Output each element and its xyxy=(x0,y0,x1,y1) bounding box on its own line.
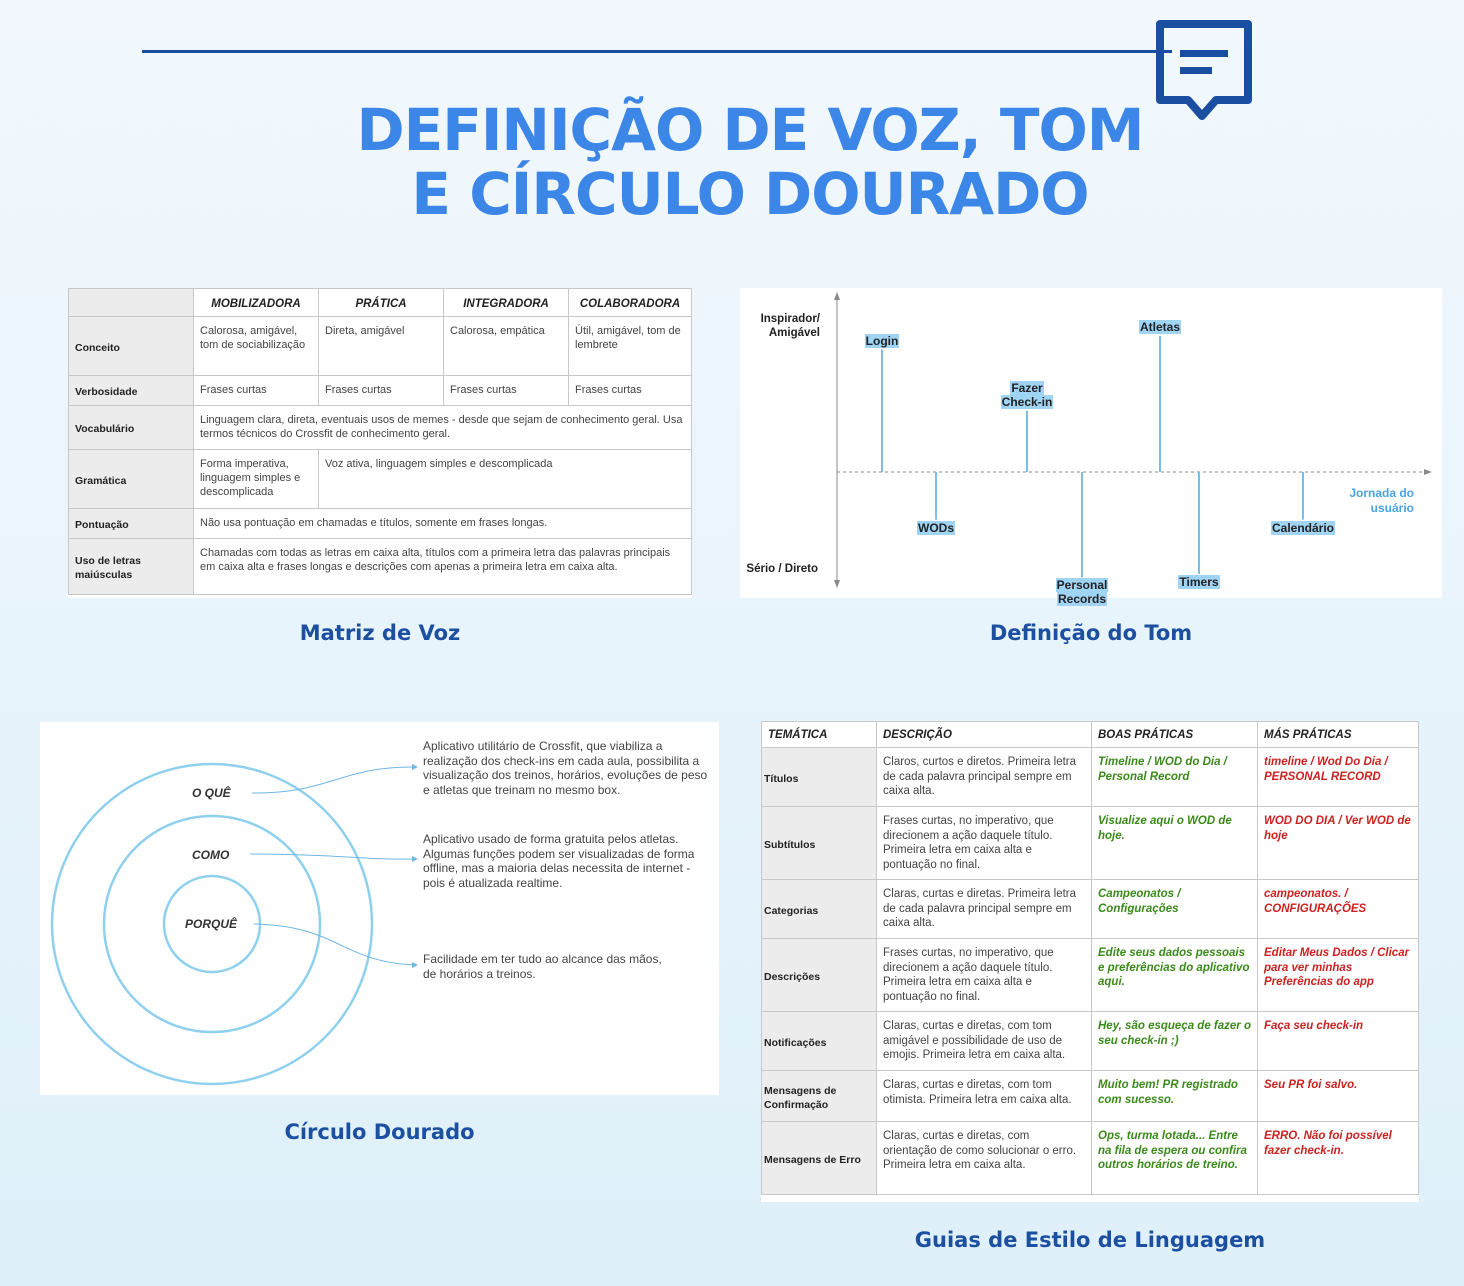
row-label: Pontuação xyxy=(69,509,194,539)
good-practice-cell: Muito bem! PR registrado com sucesso. xyxy=(1092,1071,1258,1122)
column-header: BOAS PRÁTICAS xyxy=(1092,722,1258,748)
how-description: Aplicativo usado de forma gratuita pelos atletas. Algumas funções podem ser visualizadas de forma offline, mas a maioria delas necessita de internet - pois é atualizada realtime. xyxy=(423,832,695,890)
bad-practice-cell: campeonatos. / CONFIGURAÇÕES xyxy=(1258,880,1419,939)
row-label: Verbosidade xyxy=(69,376,194,406)
y-bottom-label: Sério / Direto xyxy=(746,563,818,575)
what-connector xyxy=(252,767,416,793)
theme-cell: Mensagens de Erro xyxy=(762,1122,877,1195)
voice-matrix-caption: Matriz de Voz xyxy=(299,621,461,645)
description-cell: Claras, curtas e diretas, com tom otimista. Primeira letra em caixa alta. xyxy=(877,1071,1092,1122)
tone-panel xyxy=(740,288,1442,607)
style-guide-caption: Guias de Estilo de Linguagem xyxy=(914,1228,1266,1252)
theme-cell: Títulos xyxy=(762,748,877,807)
table-row xyxy=(762,880,1419,939)
why-connector xyxy=(254,924,416,965)
voice-matrix-table xyxy=(68,288,692,595)
theme-cell: Categorias xyxy=(762,880,877,939)
column-header: MOBILIZADORA xyxy=(194,289,319,317)
row-label: Vocabulário xyxy=(69,406,194,450)
title-line-1: DEFINIÇÃO DE VOZ, TOM xyxy=(356,96,1144,164)
bad-practice-cell: Faça seu check-in xyxy=(1258,1012,1419,1071)
tone-point-label: Timers xyxy=(1179,575,1219,589)
table-cell: Chamadas com todas as letras em caixa alta, títulos com a primeira letra das palavras principais em caixa alta e frases longas e descrições com apenas a primeira letra em caixa alta. xyxy=(194,539,692,595)
description-cell: Claras, curtas e diretas, com tom amigável e possibilidade de uso de emojis. Primeira letra em caixa alta. xyxy=(877,1012,1092,1071)
table-cell: Frases curtas xyxy=(319,376,444,406)
golden-circle-panel xyxy=(40,722,719,1095)
how-label: COMO xyxy=(192,848,230,862)
tone-point-label: Atletas xyxy=(1139,320,1180,334)
column-header: PRÁTICA xyxy=(319,289,444,317)
column-header: MÁS PRÁTICAS xyxy=(1258,722,1419,748)
x-axis-label: Jornada do usuário xyxy=(1349,486,1414,515)
row-label: Gramática xyxy=(69,450,194,509)
table-cell: Forma imperativa, linguagem simples e descomplicada xyxy=(194,450,319,509)
column-header: DESCRIÇÃO xyxy=(877,722,1092,748)
why-label: PORQUÊ xyxy=(185,917,238,931)
tone-point-label: Calendário xyxy=(1271,520,1334,535)
good-practice-cell: Timeline / WOD do Dia / Personal Record xyxy=(1092,748,1258,807)
table-cell: Frases curtas xyxy=(444,376,569,406)
table-cell: Direta, amigável xyxy=(319,317,444,376)
theme-cell: Subtítulos xyxy=(762,807,877,880)
theme-cell: Descrições xyxy=(762,939,877,1012)
tone-point-label: WODs xyxy=(918,520,954,535)
table-cell: Calorosa, empática xyxy=(444,317,569,376)
voice-matrix-panel xyxy=(68,288,692,598)
table-cell: Voz ativa, linguagem simples e descomplicada xyxy=(319,450,692,509)
good-practice-cell: Hey, são esqueça de fazer o seu check-in ;) xyxy=(1092,1012,1258,1071)
table-cell: Calorosa, amigável, tom de sociabilização xyxy=(194,317,319,376)
theme-cell: Mensagens de Confirmação xyxy=(762,1071,877,1122)
table-cell: Não usa pontuação em chamadas e títulos, somente em frases longas. xyxy=(194,509,692,539)
corner-cell xyxy=(69,289,194,317)
description-cell: Claros, curtos e diretos. Primeira letra de cada palavra principal sempre em caixa alta. xyxy=(877,748,1092,807)
good-practice-cell: Edite seus dados pessoais e preferências do aplicativo aqui. xyxy=(1092,939,1258,1012)
table-row xyxy=(762,1071,1419,1122)
bad-practice-cell: Editar Meus Dados / Clicar para ver minhas Preferências do app xyxy=(1258,939,1419,1012)
description-cell: Claras, curtas e diretas, com orientação de como solucionar o erro. Primeira letra em caixa alta. xyxy=(877,1122,1092,1195)
column-header: INTEGRADORA xyxy=(444,289,569,317)
table-row xyxy=(762,1122,1419,1195)
style-guide-table xyxy=(761,721,1419,1195)
good-practice-cell: Ops, turma lotada... Entre na fila de espera ou confira outros horários de treino. xyxy=(1092,1122,1258,1195)
tone-point-label: Login xyxy=(865,333,899,348)
what-description: Aplicativo utilitário de Crossfit, que viabiliza a realização dos check-ins em cada aula, possibilita a visualização dos treinos, horários, evoluções de peso e atletas que treinam no mesmo box. xyxy=(423,739,708,797)
header-divider xyxy=(142,50,1172,53)
good-practice-cell: Visualize aqui o WOD de hoje. xyxy=(1092,807,1258,880)
tone-caption: Definição do Tom xyxy=(989,621,1193,645)
bad-practice-cell: timeline / Wod Do Dia / PERSONAL RECORD xyxy=(1258,748,1419,807)
page-title xyxy=(0,98,1464,226)
row-label: Conceito xyxy=(69,317,194,376)
table-cell: Frases curtas xyxy=(569,376,692,406)
tone-point-label: Personal Records xyxy=(1056,578,1108,607)
how-connector xyxy=(250,854,416,859)
description-cell: Frases curtas, no imperativo, que direcionem a ação daquele título. Primeira letra em caixa alta e pontuação no final. xyxy=(877,807,1092,880)
bad-practice-cell: ERRO. Não foi possível fazer check-in. xyxy=(1258,1122,1419,1195)
table-row xyxy=(762,748,1419,807)
row-label: Uso de letras maiúsculas xyxy=(69,539,194,595)
table-row xyxy=(762,939,1419,1012)
description-cell: Claras, curtas e diretas. Primeira letra de cada palavra principal sempre em caixa alta. xyxy=(877,880,1092,939)
table-row xyxy=(762,1012,1419,1071)
style-guide-panel xyxy=(761,721,1419,1202)
bad-practice-cell: WOD DO DIA / Ver WOD de hoje xyxy=(1258,807,1419,880)
table-row xyxy=(762,807,1419,880)
bad-practice-cell: Seu PR foi salvo. xyxy=(1258,1071,1419,1122)
table-cell: Frases curtas xyxy=(194,376,319,406)
tone-point-label: Fazer Check-in xyxy=(1001,380,1053,409)
title-line-2: E CÍRCULO DOURADO xyxy=(411,160,1089,228)
table-cell: Linguagem clara, direta, eventuais usos de memes - desde que sejam de conhecimento geral. Usa termos técnicos do Crossfit de conhecimento geral. xyxy=(194,406,692,450)
y-top-label: Inspirador/ Amigável xyxy=(760,313,820,339)
why-description: Facilidade em ter tudo ao alcance das mãos, de horários a treinos. xyxy=(423,952,662,981)
description-cell: Frases curtas, no imperativo, que direcionem a ação daquele título. Primeira letra em caixa alta e pontuação no final. xyxy=(877,939,1092,1012)
column-header: COLABORADORA xyxy=(569,289,692,317)
what-label: O QUÊ xyxy=(192,786,231,800)
column-header: TEMÁTICA xyxy=(762,722,877,748)
theme-cell: Notificações xyxy=(762,1012,877,1071)
table-cell: Útil, amigável, tom de lembrete xyxy=(569,317,692,376)
golden-circle-caption: Círculo Dourado xyxy=(284,1120,475,1144)
good-practice-cell: Campeonatos / Configurações xyxy=(1092,880,1258,939)
